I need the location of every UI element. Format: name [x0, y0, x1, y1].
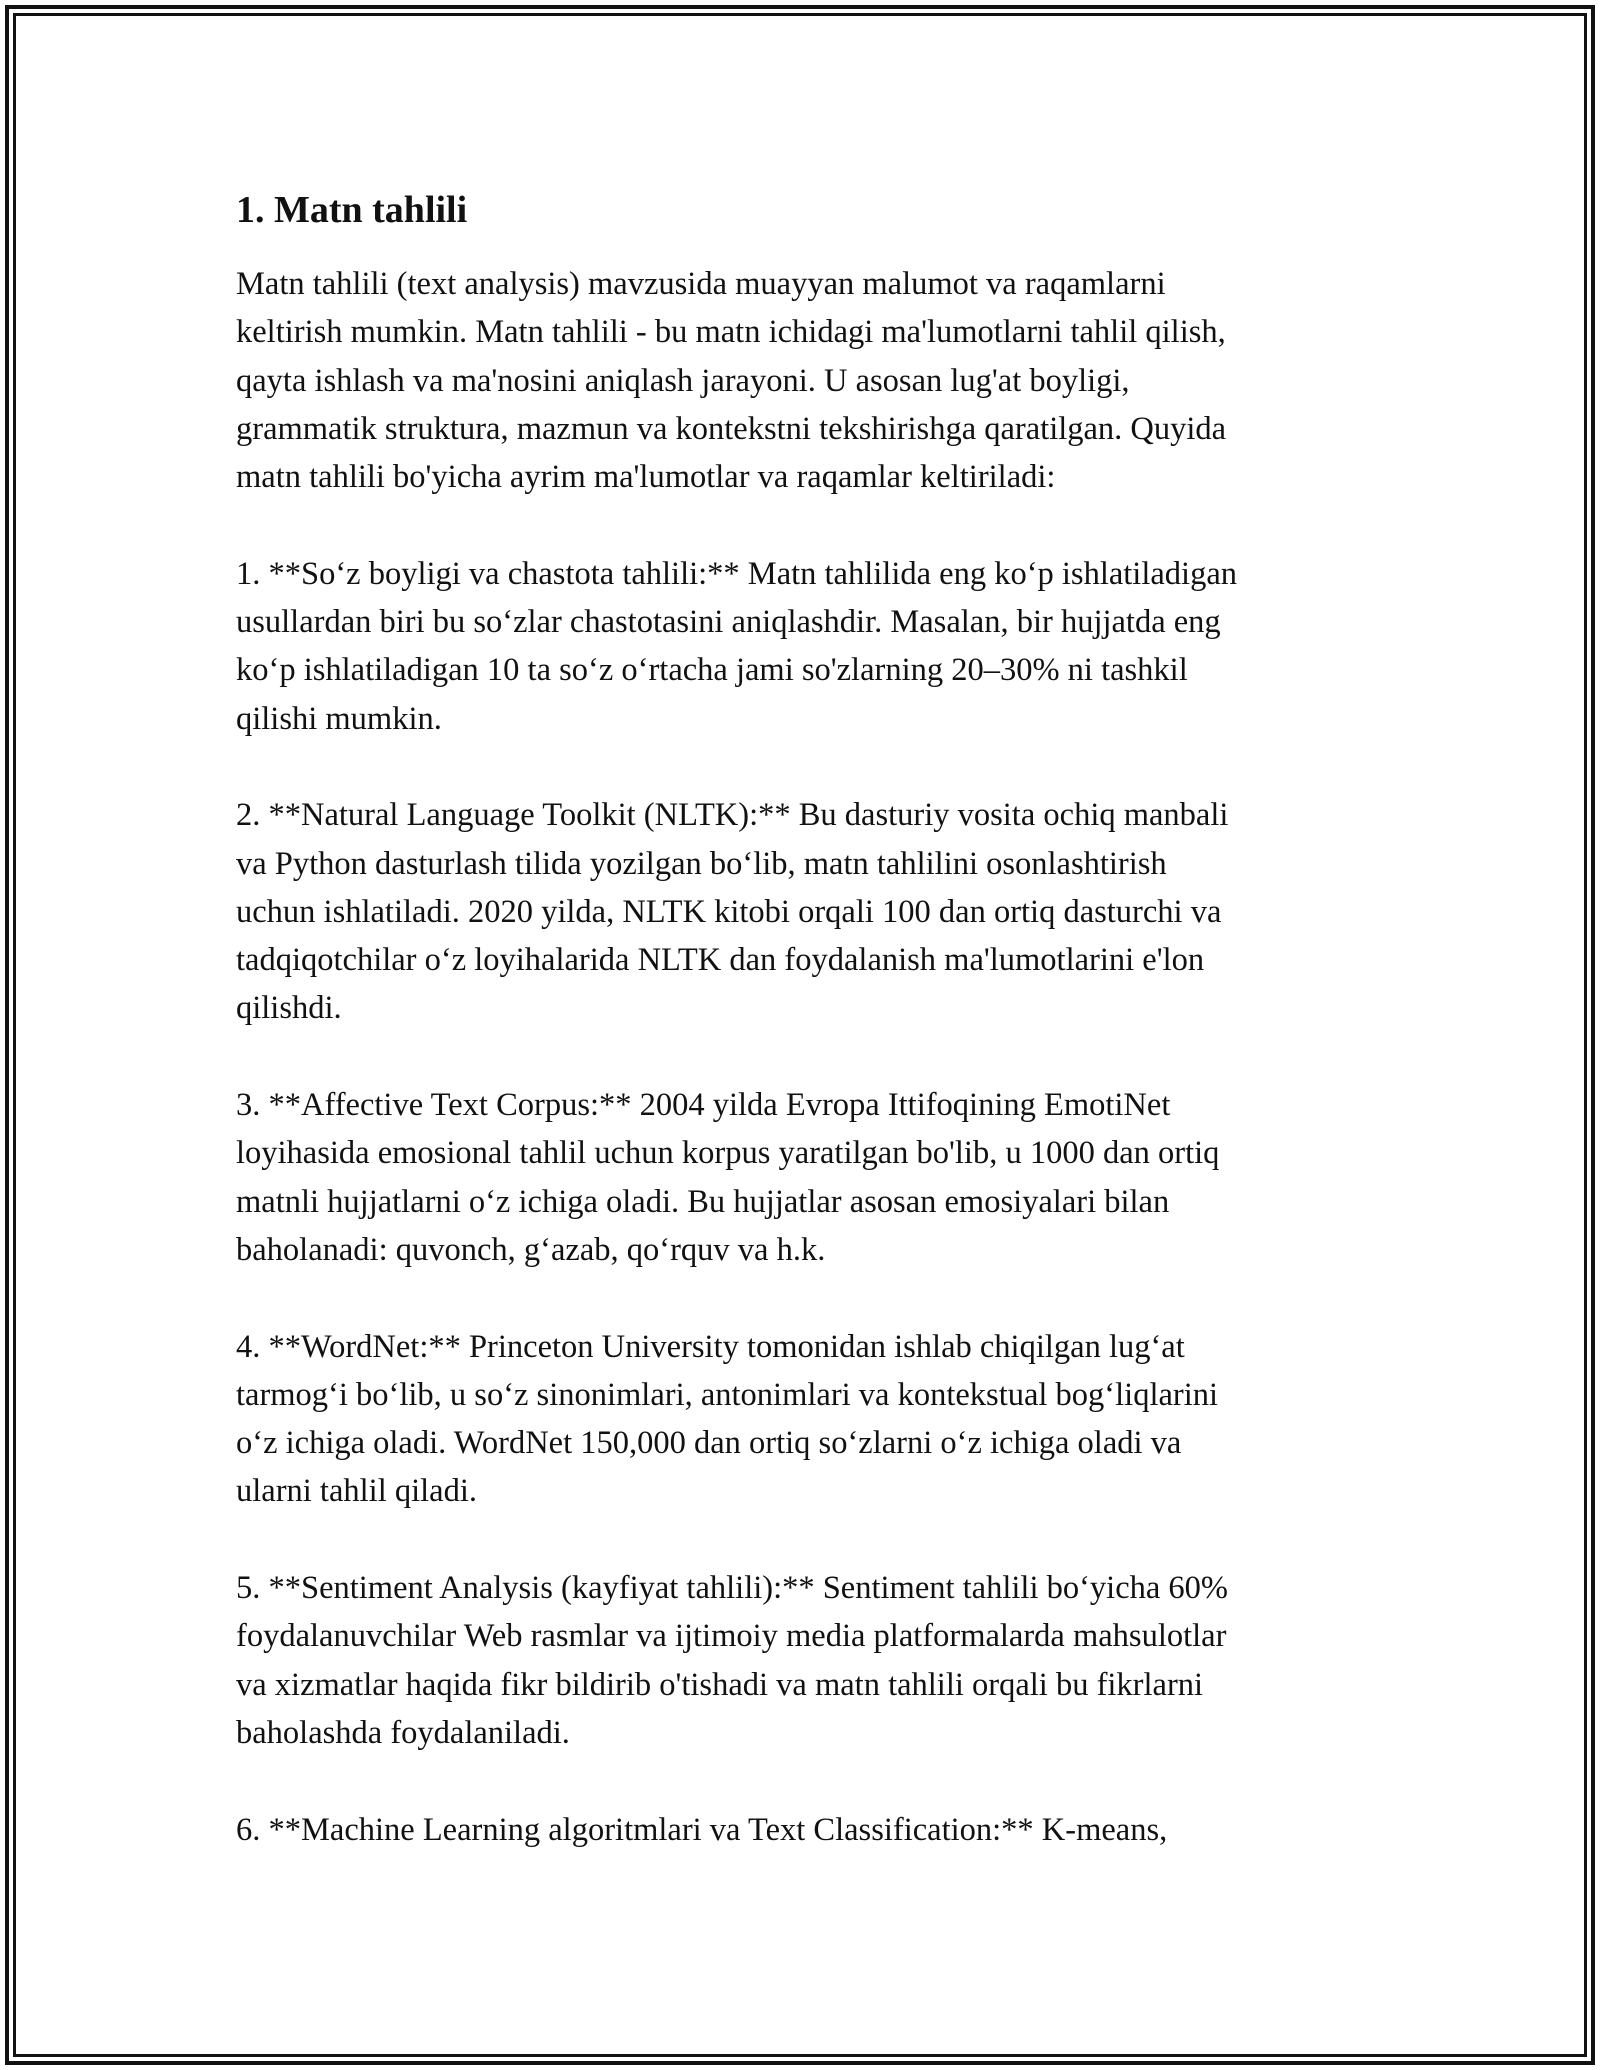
text-line: 5. **Sentiment Analysis (kayfiyat tahlili):** Sentiment tahlili bo‘yicha 60% [236, 1570, 1228, 1607]
text-line: keltirish mumkin. Matn tahlili - bu matn ichidagi ma'lumotlarni tahlil qilish, [236, 314, 1226, 351]
text-line: baholashda foydalaniladi. [236, 1714, 570, 1751]
text-line: 1. **So‘z boyligi va chastota tahlili:** Matn tahlilida eng ko‘p ishlatiladigan [236, 555, 1237, 592]
text-line: qilishi mumkin. [236, 700, 442, 737]
list-item-machine-learning [236, 1806, 1386, 1854]
text-line: tadqiqotchilar o‘z loyihalarida NLTK dan foydalanish ma'lumotlarini e'lon [236, 942, 1205, 979]
list-item-nltk [236, 791, 1386, 1032]
text-line: 4. **WordNet:** Princeton University tomonidan ishlab chiqilgan lug‘at [236, 1328, 1185, 1365]
text-line: va Python dasturlash tilida yozilgan bo‘lib, matn tahlilini osonlashtirish [236, 845, 1167, 882]
text-line: o‘z ichiga oladi. WordNet 150,000 dan ortiq so‘zlarni o‘z ichiga oladi va [236, 1425, 1182, 1462]
text-line: usullardan biri bu so‘zlar chastotasini aniqlashdir. Masalan, bir hujjatda eng [236, 604, 1221, 641]
text-line: grammatik struktura, mazmun va kontekstni tekshirishga qaratilgan. Quyida [236, 410, 1227, 447]
text-line: uchun ishlatiladi. 2020 yilda, NLTK kitobi orqali 100 dan ortiq dasturchi va [236, 893, 1222, 930]
text-line: tarmog‘i bo‘lib, u so‘z sinonimlari, antonimlari va kontekstual bog‘liqlarini [236, 1376, 1219, 1413]
text-line: matnli hujjatlarni o‘z ichiga oladi. Bu hujjatlar asosan emosiyalari bilan [236, 1183, 1170, 1220]
text-line: qayta ishlash va ma'nosini aniqlash jarayoni. U asosan lug'at boyligi, [236, 362, 1130, 399]
list-item-wordnet [236, 1323, 1386, 1516]
intro-paragraph [236, 260, 1386, 501]
list-item-word-frequency [236, 550, 1386, 743]
list-item-sentiment-analysis [236, 1564, 1386, 1757]
text-line: va xizmatlar haqida fikr bildirib o'tishadi va matn tahlili orqali bu fikrlarni [236, 1666, 1204, 1703]
text-line: 2. **Natural Language Toolkit (NLTK):** Bu dasturiy vosita ochiq manbali [236, 797, 1229, 834]
list-item-affective-corpus [236, 1081, 1386, 1274]
text-line: ularni tahlil qiladi. [236, 1473, 477, 1510]
document-body [236, 186, 1386, 1902]
text-line: 6. **Machine Learning algoritmlari va Text Classification:** K-means, [236, 1811, 1168, 1848]
text-line: matn tahlili bo'yicha ayrim ma'lumotlar va raqamlar keltiriladi: [236, 459, 1056, 496]
text-line: loyihasida emosional tahlil uchun korpus yaratilgan bo'lib, u 1000 dan ortiq [236, 1135, 1220, 1172]
text-line: ko‘p ishlatiladigan 10 ta so‘z o‘rtacha jami so'zlarning 20–30% ni tashkil [236, 652, 1188, 689]
text-line: 3. **Affective Text Corpus:** 2004 yilda Evropa Ittifoqining EmotiNet [236, 1087, 1171, 1124]
text-line: baholanadi: quvonch, g‘azab, qo‘rquv va h.k. [236, 1231, 826, 1268]
text-line: Matn tahlili (text analysis) mavzusida muayyan malumot va raqamlarni [236, 266, 1166, 302]
section-heading: 1. Matn tahlili [236, 189, 468, 231]
text-line: foydalanuvchilar Web rasmlar va ijtimoiy media platformalarda mahsulotlar [236, 1618, 1227, 1655]
text-line: qilishdi. [236, 990, 342, 1027]
